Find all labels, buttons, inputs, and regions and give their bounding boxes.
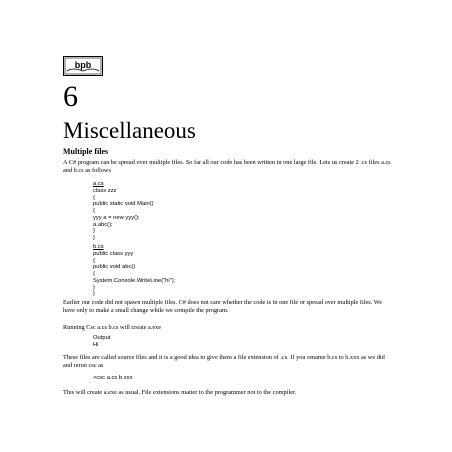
paragraph-source-files: These files are called source files and it is a good idea to give them a file extension of .cs. If you rename b.cs to b.xxx as we did and rerun csc as bbox=[63, 354, 385, 369]
paragraph-compile: Earlier our code did not spawn multiple files. C# does not care whether the code is in one file or spread over multiple files. We have only to make a small change while we compile the program. bbox=[63, 299, 383, 314]
bpb-logo-icon bbox=[63, 56, 103, 76]
code-block-a bbox=[93, 181, 154, 242]
code-line: { bbox=[93, 257, 95, 264]
code-line: public class yyy bbox=[93, 250, 134, 257]
code-line: yyy a = new yyy(); bbox=[93, 214, 140, 221]
chapter-number: 6 bbox=[63, 80, 78, 113]
code-line: System.Console.WriteLine("hi"); bbox=[93, 277, 176, 284]
paragraph-running: Running Csc a.cs b.cs will create a.exe bbox=[63, 324, 162, 331]
section-heading: Multiple files bbox=[63, 147, 109, 156]
command-text: >csc a.cs b.xxx bbox=[93, 375, 133, 381]
code-line: { bbox=[93, 208, 95, 214]
code-line: { bbox=[93, 194, 95, 201]
code-line: a.abc(); bbox=[93, 221, 113, 228]
code-line: } bbox=[93, 291, 95, 298]
code-filename: b.cs bbox=[93, 244, 104, 250]
code-line: } bbox=[93, 284, 95, 291]
code-line: public void abc() bbox=[93, 264, 136, 271]
publisher-logo bbox=[63, 56, 103, 76]
code-line: class zzz bbox=[93, 187, 117, 194]
paragraph-extensions: This will create a.exe as usual. File extensions matter to the programmer not to the compiler. bbox=[63, 389, 297, 396]
logo-text: bpb bbox=[74, 60, 92, 70]
output-block bbox=[93, 335, 110, 349]
code-filename: a.cs bbox=[93, 181, 104, 187]
code-line: { bbox=[93, 271, 95, 277]
code-line: public static void Main() bbox=[93, 201, 154, 208]
output-value: Hi bbox=[93, 341, 99, 348]
chapter-title: Miscellaneous bbox=[63, 118, 196, 143]
code-line: } bbox=[93, 228, 95, 235]
output-label: Output bbox=[93, 335, 111, 341]
code-line: } bbox=[93, 235, 95, 241]
paragraph-intro: A C# program can be spread over multiple files. So far all our code has been written in one large file. Lets us create 2 .cs files a.cs and b.cs as follows bbox=[63, 159, 391, 174]
code-block-b bbox=[93, 244, 175, 298]
command-line bbox=[93, 375, 132, 382]
